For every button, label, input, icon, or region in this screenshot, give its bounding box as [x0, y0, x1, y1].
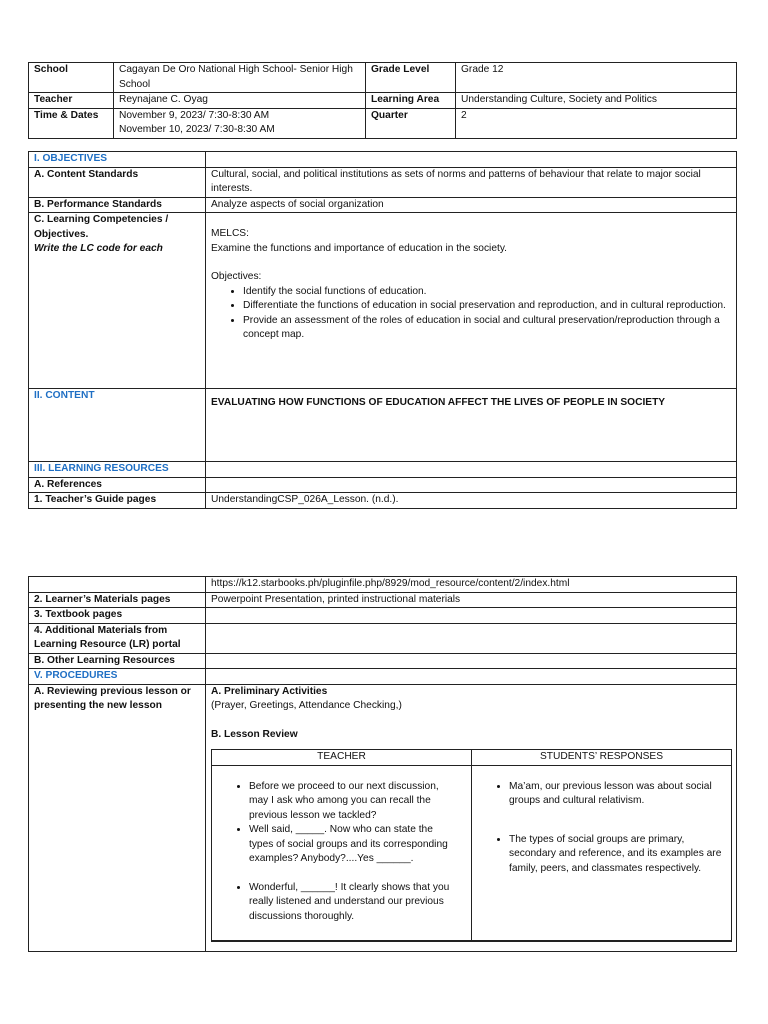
objective-item: • Differentiate the functions of education in social preservation and reproduction, and in cultural reproduction. — [243, 299, 731, 314]
students-column — [472, 765, 732, 941]
school-label: School — [29, 63, 114, 93]
teacher-item: • Well said, _____. Now who can state the types of social groups and its corresponding examples? Anybody?....Yes ______. — [249, 823, 460, 867]
time-value-2: November 10, 2023/ 7:30-8:30 AM — [119, 124, 275, 135]
performance-label: B. Performance Standards — [29, 197, 206, 213]
teacher-col-header: TEACHER — [212, 750, 472, 766]
procedures-heading: V. PROCEDURES — [29, 669, 206, 685]
teacher-column — [212, 765, 472, 941]
quarter-label: Quarter — [366, 108, 456, 138]
grade-value: Grade 12 — [456, 63, 737, 93]
objectives-label: Objectives: — [211, 271, 262, 282]
students-col-header: STUDENTS’ RESPONSES — [472, 750, 732, 766]
other-label: B. Other Learning Resources — [29, 653, 206, 669]
time-value-1: November 9, 2023/ 7:30-8:30 AM — [119, 109, 270, 121]
time-label: Time & Dates — [29, 108, 114, 138]
competencies-value — [206, 213, 737, 389]
url-value: https://k12.starbooks.ph/pluginfile.php/8929/mod_resource/content/2/index.html — [206, 577, 737, 593]
teacher-item: • Before we proceed to our next discussion, may I ask who among you can recall the previous lesson we tackled? — [249, 780, 460, 824]
teacher-label: Teacher — [29, 93, 114, 109]
header-table — [28, 62, 737, 139]
objective-item: • Provide an assessment of the roles of education in social and cultural preservation/reproduction through a concept map. — [243, 314, 731, 343]
content-standards-label: A. Content Standards — [29, 167, 206, 197]
tg-label: 1. Teacher’s Guide pages — [29, 493, 206, 509]
lm-value: Powerpoint Presentation, printed instructional materials — [206, 592, 737, 608]
plan-table — [28, 151, 737, 509]
additional-label: 4. Additional Materials from Learning Resource (LR) portal — [29, 623, 206, 653]
textbook-label: 3. Textbook pages — [29, 608, 206, 624]
area-label: Learning Area — [366, 93, 456, 109]
resources-heading: III. LEARNING RESOURCES — [29, 462, 206, 478]
competencies-label-2: Write the LC code for each — [34, 243, 163, 254]
teacher-item: • Wonderful, ______! It clearly shows that you really listened and understand our previous discussions thoroughly. — [249, 881, 460, 925]
references-label: A. References — [29, 477, 206, 493]
quarter-value: 2 — [456, 108, 737, 138]
reviewing-label: A. Reviewing previous lesson or presenting the new lesson — [29, 684, 206, 951]
competencies-label-1: C. Learning Competencies / Objectives. — [34, 214, 169, 240]
melcs-label: MELCS: — [211, 228, 249, 239]
teacher-value: Reynajane C. Oyag — [114, 93, 366, 109]
performance-value: Analyze aspects of social organization — [206, 197, 737, 213]
school-value: Cagayan De Oro National High School- Senior High School — [114, 63, 366, 93]
prelim-label: A. Preliminary Activities — [211, 685, 328, 697]
time-value — [114, 108, 366, 138]
content-value: EVALUATING HOW FUNCTIONS OF EDUCATION AFFECT THE LIVES OF PEOPLE IN SOCIETY — [211, 397, 666, 408]
student-item: • Ma’am, our previous lesson was about social groups and cultural relativism. — [509, 780, 724, 809]
content-standards-value: Cultural, social, and political institutions as sets of norms and patterns of behaviour that relate to major social interests. — [206, 167, 737, 197]
tg-value: UnderstandingCSP_026A_Lesson. (n.d.). — [206, 493, 737, 509]
prelim-value: (Prayer, Greetings, Attendance Checking,) — [211, 700, 402, 711]
procedure-content — [206, 684, 737, 951]
content-heading: II. CONTENT — [29, 389, 206, 462]
student-item: • The types of social groups are primary, secondary and reference, and its examples are family, peers, and classmates respectively. — [509, 833, 724, 877]
melcs-value: Examine the functions and importance of education in the society. — [211, 242, 507, 254]
lm-label: 2. Learner’s Materials pages — [29, 592, 206, 608]
grade-label: Grade Level — [366, 63, 456, 93]
review-table — [211, 749, 732, 942]
competencies-label — [29, 213, 206, 389]
review-label: B. Lesson Review — [211, 728, 298, 740]
objective-item: • Identify the social functions of education. — [243, 285, 731, 300]
objectives-heading: I. OBJECTIVES — [29, 152, 206, 168]
area-value: Understanding Culture, Society and Politics — [456, 93, 737, 109]
objectives-list — [211, 285, 731, 343]
plan-table-2 — [28, 576, 737, 952]
